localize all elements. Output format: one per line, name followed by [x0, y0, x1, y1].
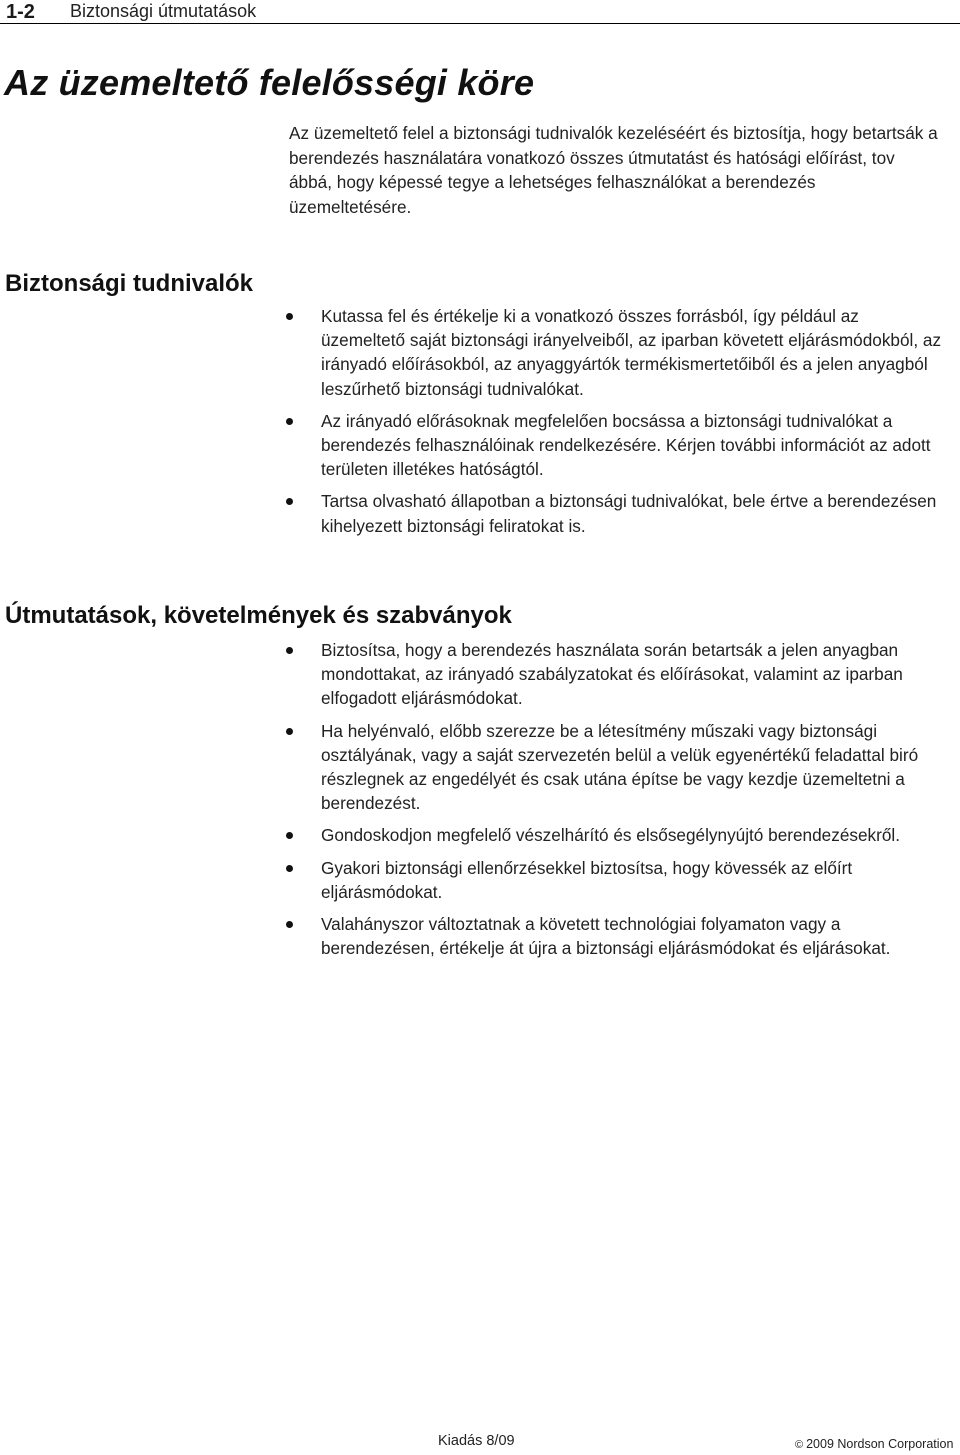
running-header-title: Biztonsági útmutatások [70, 1, 257, 21]
list-item [321, 823, 946, 847]
copyright-icon: © [795, 1439, 804, 1451]
guidelines-list [321, 638, 946, 968]
list-item-text: Kutassa fel és értékelje ki a vonatkozó összes forrásból, így például az üzemeltető saját biztonsági irányelveiből, az iparban követett eljárásmódokból, az irányadó előírásokból, az anyaggyártók termékismertetőiből és a jelen anyagból leszűrhető biztonsági tudnivalókat. [321, 306, 942, 399]
bullet-icon [286, 313, 293, 320]
edition-label: Kiadás 8/09 [438, 1433, 515, 1449]
list-item-text: Az irányadó előrásoknak megfelelően bocsássa a biztonsági tudnivalókat a berendezés felhasználóinak rendelkezésére. Kérjen további információt az adott területen illetékes hatóságtól. [321, 410, 931, 480]
copyright-text: 2009 Nordson Corporation [806, 1437, 954, 1451]
list-item [321, 489, 946, 537]
chapter-title: Az üzemeltető felelősségi köre [4, 62, 535, 103]
bullet-icon [286, 865, 293, 872]
bullet-icon [286, 647, 293, 654]
bullet-icon [286, 498, 293, 505]
bullet-icon [286, 832, 293, 839]
list-item [321, 638, 946, 711]
copyright-notice [795, 1437, 953, 1451]
section-title-safety-notes: Biztonsági tudnivalók [5, 270, 254, 297]
safety-notes-list [321, 304, 946, 546]
list-item [321, 304, 946, 401]
list-item [321, 912, 946, 960]
page-number: 1-2 [6, 1, 35, 23]
list-item-text: Gyakori biztonsági ellenőrzésekkel biztosítsa, hogy kövessék az előírt eljárásmódokat. [321, 857, 853, 902]
list-item-text: Gondoskodjon megfelelő vészelhárító és elsősegélynyújtó berendezésekről. [321, 825, 900, 846]
page-header [0, 0, 960, 24]
bullet-icon [286, 728, 293, 735]
list-item-text: Valahányszor változtatnak a követett technológiai folyamaton vagy a berendezésen, értékelje át újra a biztonsági eljárásmódokat és eljárásokat. [321, 914, 891, 959]
list-item-text: Tartsa olvasható állapotban a biztonsági tudnivalókat, bele értve a berendezésen kihelyezett biztonsági feliratokat is. [321, 491, 937, 536]
list-item [321, 409, 946, 482]
list-item-text: Biztosítsa, hogy a berendezés használata során betartsák a jelen anyagban mondottakat, az irányadó szabályzatokat és előírásokat, valamint az iparban elfogadott eljárásmódokat. [321, 640, 903, 709]
list-item [321, 856, 946, 904]
section-title-guidelines: Útmutatások, követelmények és szabványok [5, 602, 512, 629]
list-item-text: Ha helyénvaló, előbb szerezze be a létesítmény műszaki vagy biztonsági osztályának, vagy a saját szervezetén belül a velük egyenértékű feladattal biró részlegnek az engedélyét és csak utána építse be vagy kezdje üzemeltetni a berendezést. [321, 720, 919, 814]
intro-paragraph: Az üzemeltető felel a biztonsági tudnivalók kezeléséért és biztosítja, hogy betartsák a berendezés használatára vonatkozó összes útmutatást és hatósági előírást, tov ábbá, hogy képessé tegye a lehetséges felhasználókat a berendezés üzemeltetésére. [289, 123, 938, 217]
bullet-icon [286, 921, 293, 928]
header-rule [0, 23, 960, 24]
list-item [321, 719, 946, 816]
bullet-icon [286, 418, 293, 425]
